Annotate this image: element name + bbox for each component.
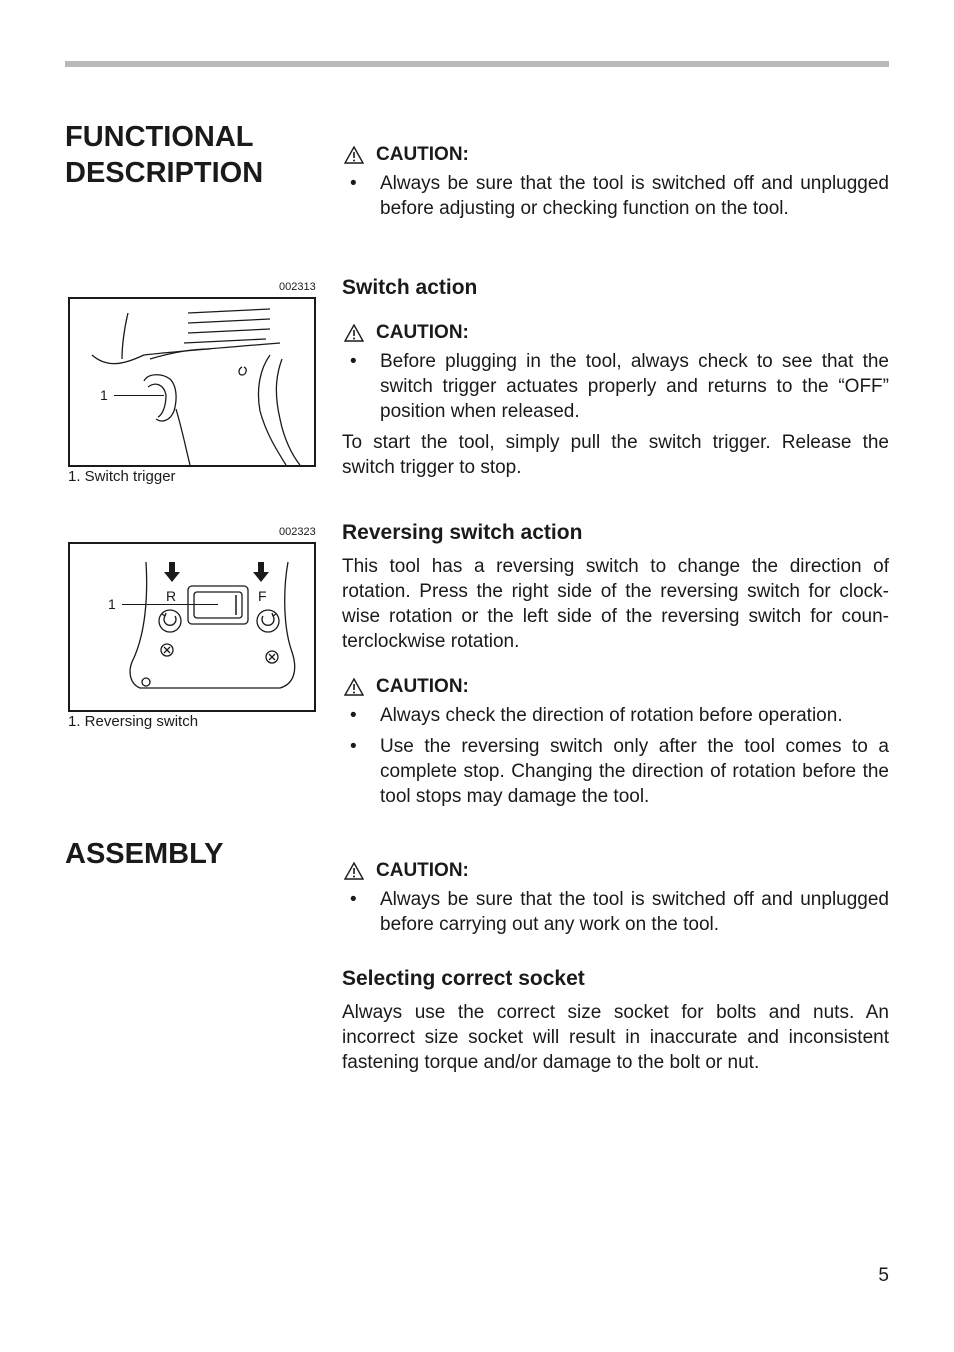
figure-caption: 1. Switch trigger	[68, 468, 176, 485]
page-number: 5	[878, 1265, 889, 1286]
caution-text: Use the reversing switch only after the tool comes to a complete stop. Changing the direction of rotation before the tool stops may damage the tool.	[380, 736, 889, 807]
switch-trigger-illustration	[70, 299, 314, 465]
caution-text: Always be sure that the tool is switched off and unplugged before carrying out any work on the tool.	[380, 889, 889, 935]
callout-number: 1	[108, 596, 116, 612]
caution-bullet	[342, 887, 889, 937]
caution-label: CAUTION:	[376, 676, 469, 697]
bullet-dot: •	[350, 173, 357, 194]
switch-trigger-figure	[68, 297, 316, 467]
caution-heading	[342, 675, 889, 699]
bullet-dot: •	[350, 351, 357, 372]
bullet-dot: •	[350, 705, 357, 726]
bullet-dot: •	[350, 889, 357, 910]
caution-label: CAUTION:	[376, 322, 469, 343]
label-reverse: R	[166, 588, 177, 604]
caution-heading	[342, 143, 889, 167]
socket-heading: Selecting correct socket	[342, 967, 585, 990]
caution-heading	[342, 321, 889, 345]
reversing-switch-figure	[68, 542, 316, 712]
caution-bullet	[342, 734, 889, 809]
top-rule	[65, 61, 889, 67]
warning-triangle-icon	[344, 862, 364, 880]
figure-caption: 1. Reversing switch	[68, 713, 199, 730]
section-title-functional-description: FUNCTIONAL DESCRIPTION	[65, 121, 264, 189]
callout-leader-line	[122, 604, 218, 605]
caution-bullet	[342, 703, 889, 728]
caution-bullet	[342, 171, 889, 221]
switch-action-body: To start the tool, simply pull the switch trigger. Release the switch trigger to stop.	[342, 432, 889, 478]
switch-action-heading: Switch action	[342, 276, 478, 299]
bullet-dot: •	[350, 736, 357, 757]
reversing-switch-body: This tool has a reversing switch to change the direction of rotation. Press the right side of the reversing switch for clock-wise rotation or the left side of the reversing switch for coun-terclockwise rotation.	[342, 556, 889, 652]
callout-number: 1	[100, 387, 108, 403]
caution-label: CAUTION:	[376, 144, 469, 165]
label-forward: F	[258, 588, 267, 604]
caution-text: Always check the direction of rotation before operation.	[380, 705, 843, 726]
figure-code: 002313	[279, 281, 316, 293]
caution-bullet	[342, 349, 889, 424]
socket-block	[342, 966, 889, 1075]
caution-label: CAUTION:	[376, 860, 469, 881]
assembly-caution-block	[342, 859, 889, 937]
section-title-assembly: ASSEMBLY	[65, 838, 224, 870]
warning-triangle-icon	[344, 678, 364, 696]
switch-action-block	[342, 275, 889, 480]
reversing-switch-heading: Reversing switch action	[342, 521, 583, 544]
warning-triangle-icon	[344, 324, 364, 342]
functional-caution-block	[342, 143, 889, 221]
callout-leader-line	[114, 395, 164, 396]
caution-text: Before plugging in the tool, always check to see that the switch trigger actuates properly and returns to the “OFF” position when released.	[380, 351, 889, 422]
socket-body: Always use the correct size socket for bolts and nuts. An incorrect size socket will result in inaccurate and inconsistent fastening torque and/or damage to the bolt or nut.	[342, 1002, 889, 1073]
warning-triangle-icon	[344, 146, 364, 164]
caution-text: Always be sure that the tool is switched off and unplugged before adjusting or checking function on the tool.	[380, 173, 889, 219]
reversing-switch-illustration	[70, 544, 314, 710]
figure-code: 002323	[279, 526, 316, 538]
caution-heading	[342, 859, 889, 883]
reversing-switch-block	[342, 520, 889, 809]
